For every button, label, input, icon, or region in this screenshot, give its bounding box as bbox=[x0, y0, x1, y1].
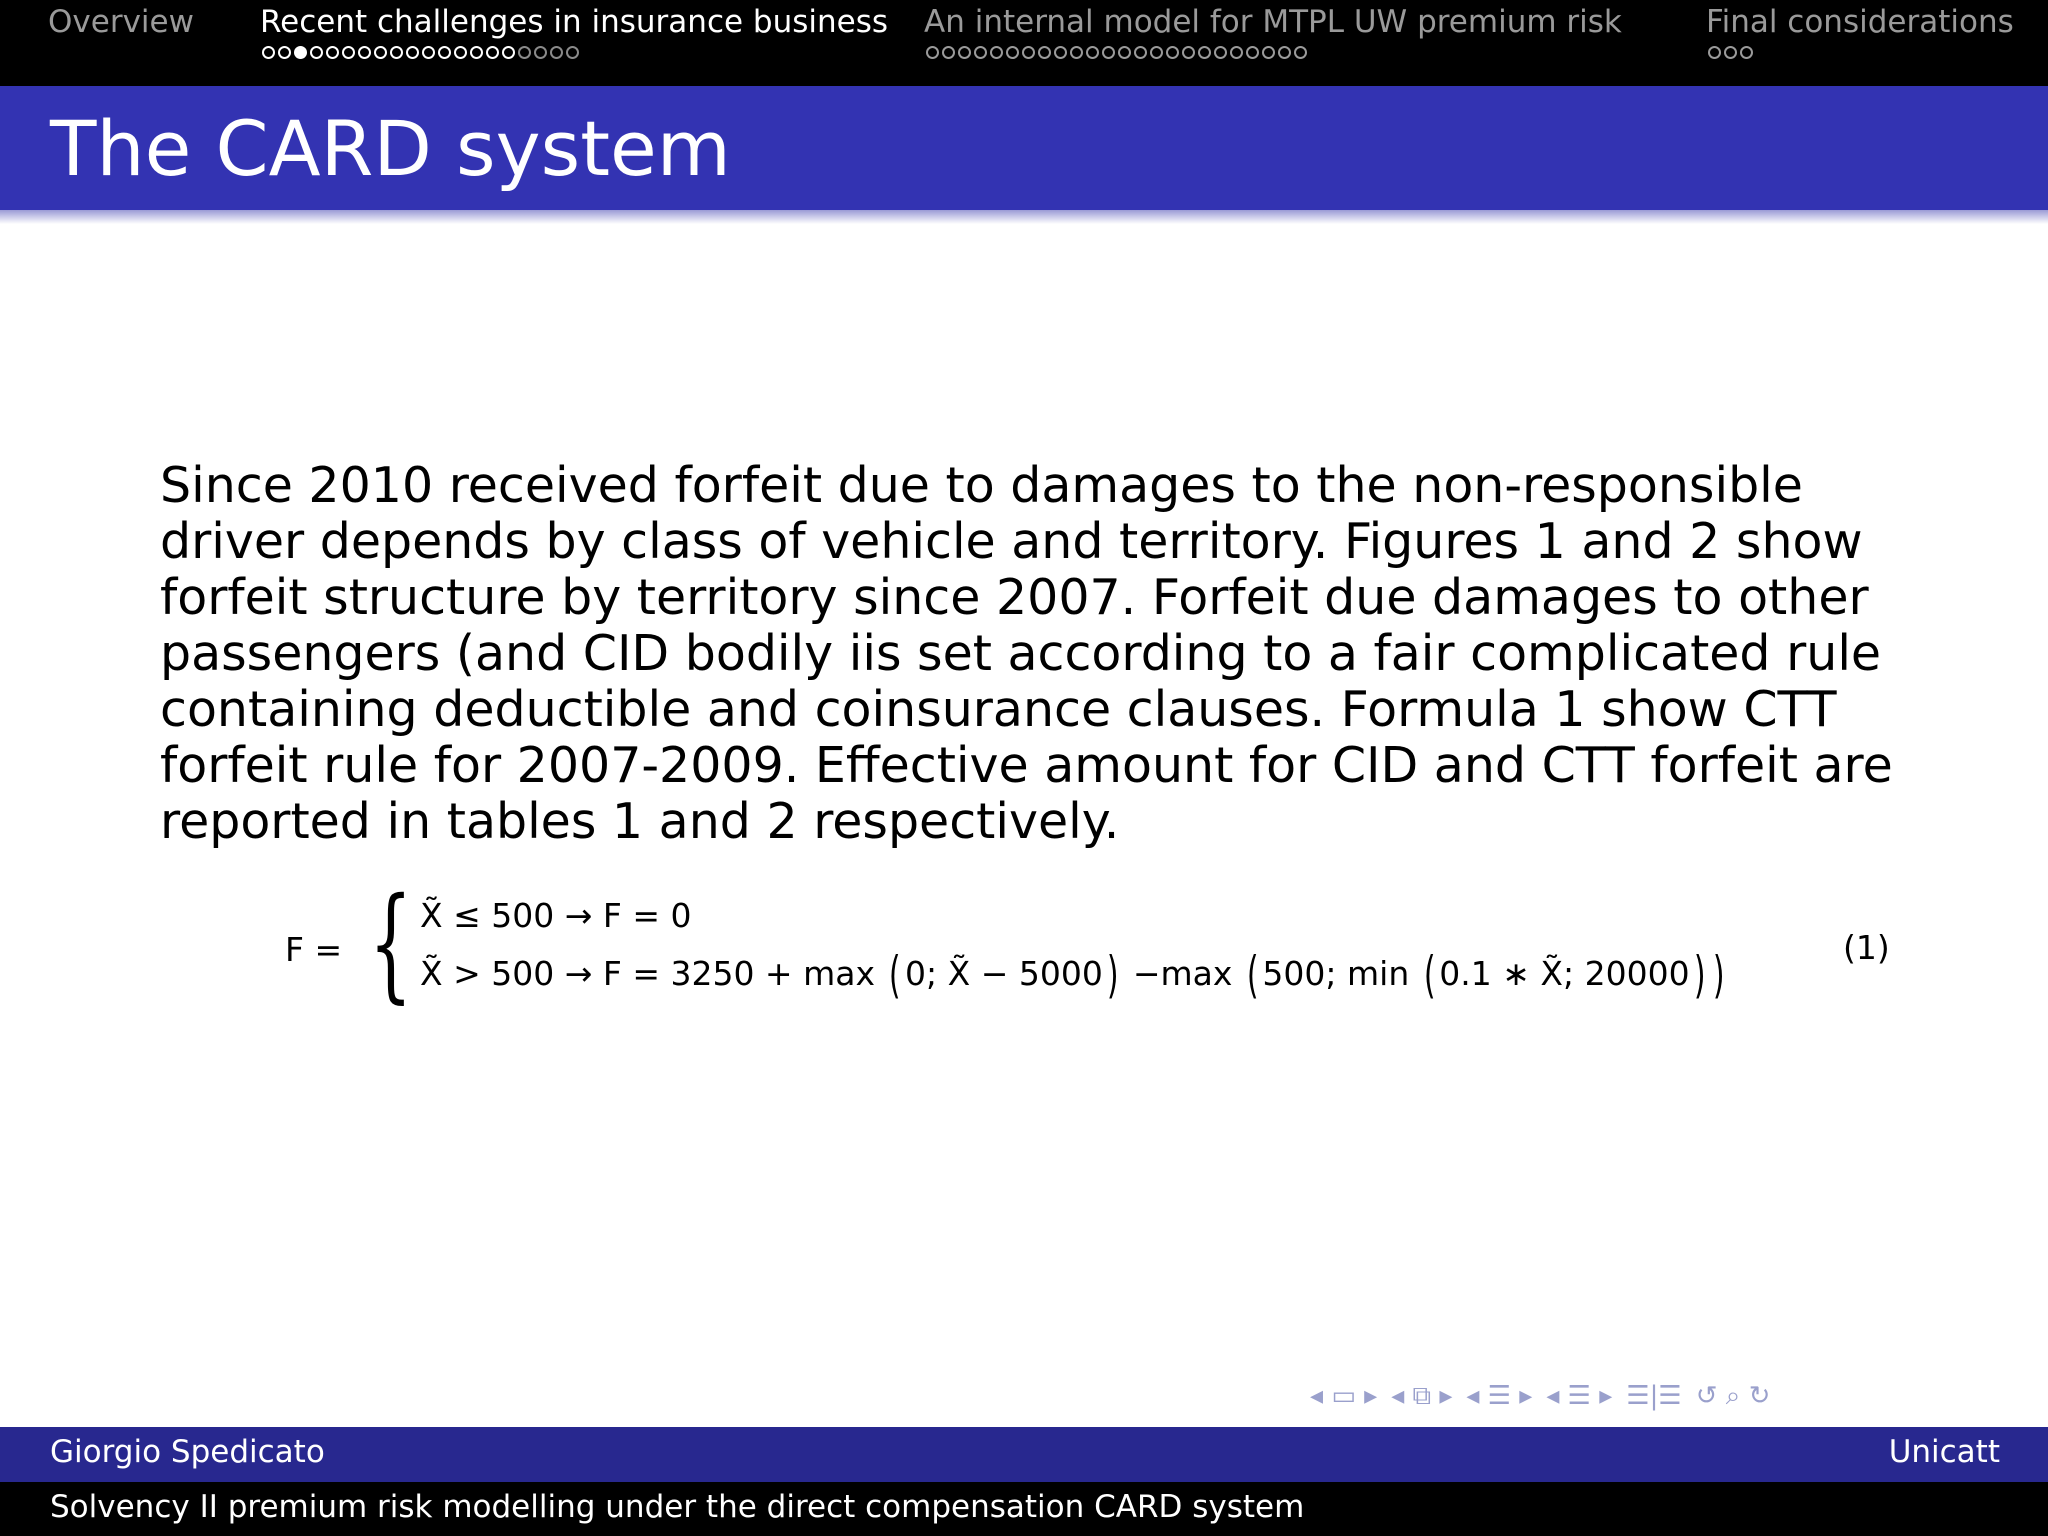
nav-progress-dots[interactable] bbox=[926, 46, 1622, 59]
nav-subsection-icon[interactable]: ◂ ⧉ ▸ bbox=[1391, 1380, 1453, 1411]
nav-frame-dot[interactable] bbox=[550, 46, 563, 59]
nav-frame-dot[interactable] bbox=[1214, 46, 1227, 59]
nav-appendix-icon[interactable]: ☰|☰ bbox=[1626, 1381, 1682, 1411]
nav-frame-dot[interactable] bbox=[390, 46, 403, 59]
nav-frame-dot[interactable] bbox=[990, 46, 1003, 59]
slide-title: The CARD system bbox=[50, 104, 731, 193]
footer-subtitle: Solvency II premium risk modelling under the direct compensation CARD system bbox=[50, 1489, 1305, 1525]
formula-case-2-part-d: 500; min bbox=[1262, 954, 1410, 993]
nav-frame-dot[interactable] bbox=[262, 46, 275, 59]
nav-frame-dot[interactable] bbox=[1708, 46, 1721, 59]
nav-frame-dot[interactable] bbox=[1150, 46, 1163, 59]
nav-search-icon[interactable]: ↺ ⌕ ↻ bbox=[1695, 1380, 1771, 1411]
nav-frame-dot[interactable] bbox=[1294, 46, 1307, 59]
formula-case-1: X̃ ≤ 500 → F = 0 bbox=[420, 896, 692, 935]
nav-frame-icon[interactable]: ◂ ▭ ▸ bbox=[1310, 1381, 1378, 1411]
nav-section-title[interactable]: Recent challenges in insurance business bbox=[260, 4, 889, 40]
nav-frame-dot[interactable] bbox=[374, 46, 387, 59]
formula-case-2-part-a: X̃ > 500 → F = 3250 + max bbox=[420, 954, 875, 993]
formula-paren: ) bbox=[1106, 946, 1119, 1004]
nav-frame-dot[interactable] bbox=[278, 46, 291, 59]
nav-frame-dot[interactable] bbox=[1134, 46, 1147, 59]
nav-section-title[interactable]: Overview bbox=[48, 4, 194, 40]
nav-frame-dot[interactable] bbox=[1740, 46, 1753, 59]
nav-frame-dot[interactable] bbox=[1102, 46, 1115, 59]
nav-frame-dot[interactable] bbox=[1070, 46, 1083, 59]
navigation-bar bbox=[0, 0, 2048, 86]
nav-section-title[interactable]: An internal model for MTPL UW premium risk bbox=[924, 4, 1622, 40]
nav-frame-dot[interactable] bbox=[1006, 46, 1019, 59]
nav-frame-dot[interactable] bbox=[294, 46, 307, 59]
nav-section-internal-model[interactable] bbox=[924, 0, 1622, 59]
formula-case-2-part-b: 0; X̃ − 5000 bbox=[905, 954, 1103, 993]
nav-frame-dot[interactable] bbox=[1198, 46, 1211, 59]
formula-paren: ) bbox=[1693, 946, 1706, 1004]
nav-frame-dot[interactable] bbox=[942, 46, 955, 59]
nav-section-final-considerations[interactable] bbox=[1706, 0, 2014, 59]
nav-frame-dot[interactable] bbox=[470, 46, 483, 59]
formula-brace: { bbox=[369, 872, 413, 1016]
nav-frame-dot[interactable] bbox=[566, 46, 579, 59]
nav-frame-dot[interactable] bbox=[326, 46, 339, 59]
nav-document-icon[interactable]: ◂ ☰ ▸ bbox=[1546, 1381, 1613, 1411]
nav-section-title[interactable]: Final considerations bbox=[1706, 4, 2014, 40]
nav-frame-dot[interactable] bbox=[926, 46, 939, 59]
nav-frame-dot[interactable] bbox=[1086, 46, 1099, 59]
nav-progress-dots[interactable] bbox=[1708, 46, 2014, 59]
nav-frame-dot[interactable] bbox=[358, 46, 371, 59]
formula-paren: ( bbox=[1423, 946, 1436, 1004]
formula-lhs: F = bbox=[285, 930, 343, 969]
nav-frame-dot[interactable] bbox=[534, 46, 547, 59]
footer-institution: Unicatt bbox=[1888, 1434, 2000, 1470]
title-bar-shadow bbox=[0, 210, 2048, 224]
nav-frame-dot[interactable] bbox=[1262, 46, 1275, 59]
formula-case-2-part-e: 0.1 ∗ X̃; 20000 bbox=[1439, 954, 1690, 993]
formula-paren: ( bbox=[1246, 946, 1259, 1004]
equation-number: (1) bbox=[1843, 928, 1890, 967]
navigation-symbols bbox=[1310, 1378, 2030, 1414]
nav-frame-dot[interactable] bbox=[518, 46, 531, 59]
nav-frame-dot[interactable] bbox=[454, 46, 467, 59]
nav-frame-dot[interactable] bbox=[1724, 46, 1737, 59]
slide-body-text: Since 2010 received forfeit due to damages to the non-responsible driver depends by class of vehicle and territory. Figures 1 and 2 show forfeit structure by territory since 2007. Forfeit due damages to other passengers (and CID bodily iis set according to a fair complicated rule containing deductible and coinsurance clauses. Formula 1 show CTT forfeit rule for 2007-2009. Effective amount for CID and CTT forfeit are reported in tables 1 and 2 respectively. bbox=[160, 457, 1893, 850]
nav-frame-dot[interactable] bbox=[1246, 46, 1259, 59]
nav-frame-dot[interactable] bbox=[974, 46, 987, 59]
nav-frame-dot[interactable] bbox=[422, 46, 435, 59]
nav-section-overview[interactable] bbox=[48, 0, 194, 44]
nav-frame-dot[interactable] bbox=[1118, 46, 1131, 59]
formula-paren: ( bbox=[889, 946, 902, 1004]
nav-frame-dot[interactable] bbox=[958, 46, 971, 59]
nav-frame-dot[interactable] bbox=[502, 46, 515, 59]
nav-section-icon[interactable]: ◂ ☰ ▸ bbox=[1466, 1381, 1533, 1411]
nav-progress-dots[interactable] bbox=[262, 46, 888, 59]
forfeit-formula bbox=[285, 872, 1765, 1016]
nav-frame-dot[interactable] bbox=[1166, 46, 1179, 59]
nav-frame-dot[interactable] bbox=[1054, 46, 1067, 59]
nav-frame-dot[interactable] bbox=[1038, 46, 1051, 59]
nav-frame-dot[interactable] bbox=[310, 46, 323, 59]
nav-frame-dot[interactable] bbox=[406, 46, 419, 59]
nav-frame-dot[interactable] bbox=[1022, 46, 1035, 59]
nav-section-recent-challenges[interactable] bbox=[260, 0, 888, 59]
formula-case-2-part-c: −max bbox=[1132, 954, 1233, 993]
nav-frame-dot[interactable] bbox=[1230, 46, 1243, 59]
footer-author: Giorgio Spedicato bbox=[50, 1434, 325, 1470]
nav-frame-dot[interactable] bbox=[1182, 46, 1195, 59]
nav-frame-dot[interactable] bbox=[438, 46, 451, 59]
nav-frame-dot[interactable] bbox=[1278, 46, 1291, 59]
formula-paren: ) bbox=[1712, 946, 1725, 1004]
nav-frame-dot[interactable] bbox=[342, 46, 355, 59]
nav-frame-dot[interactable] bbox=[486, 46, 499, 59]
formula-case-2 bbox=[420, 946, 1729, 1004]
